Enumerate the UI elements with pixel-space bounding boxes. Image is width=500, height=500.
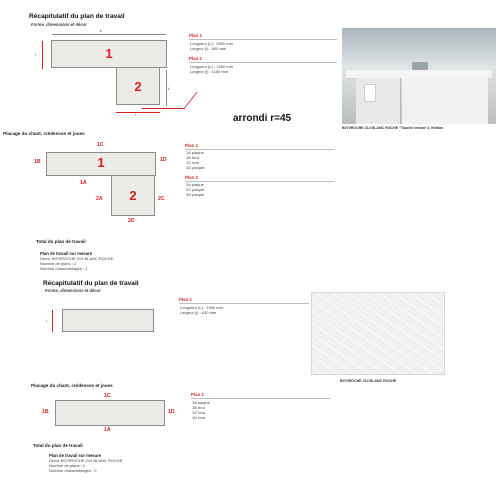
plan1-length: Longueur (L) : 2600 mm bbox=[190, 41, 233, 46]
dim-label-l: l bbox=[35, 52, 36, 57]
dim-label-l3: l bbox=[46, 318, 47, 323]
slab-1-edges-number: 1 bbox=[97, 155, 105, 170]
total2-title: Total du plan de travail bbox=[33, 443, 83, 448]
edge-1C: 1C bbox=[97, 142, 104, 148]
photo-wall bbox=[342, 28, 496, 66]
edge-1B: 1B bbox=[34, 159, 41, 165]
total2-list bbox=[49, 458, 122, 473]
edges1-plan2-rule bbox=[185, 181, 335, 182]
edges1-plan1-rule bbox=[185, 149, 335, 150]
dim-label-l2: l bbox=[135, 112, 136, 117]
dim-line-l2 bbox=[116, 112, 160, 113]
edge2-1D: 1D bbox=[168, 409, 175, 415]
plan2-width: Largeur (l) : 1150 mm bbox=[190, 69, 229, 74]
photo-cabinet-left bbox=[356, 78, 401, 124]
total1-sub: Plan de travail sur mesure bbox=[40, 251, 93, 256]
section2-title: Récapitulatif du plan de travail bbox=[43, 280, 139, 287]
photo-pot bbox=[412, 62, 428, 70]
edges-diagram-1 bbox=[0, 138, 180, 230]
edge-2C: 2C bbox=[158, 196, 165, 202]
total1-list bbox=[40, 256, 113, 271]
edges2-plan1-line: 1B brut bbox=[192, 405, 205, 410]
corner-annotation: arrondi r=45 bbox=[233, 113, 292, 124]
edges2-plan1-line: 1D brut bbox=[192, 415, 206, 420]
edges1-plan1-line: 1C brut bbox=[186, 160, 200, 165]
edges1-plan1-line: 1D plaqué bbox=[186, 165, 205, 170]
edge-1A: 1A bbox=[80, 180, 87, 186]
slab-single bbox=[62, 309, 154, 332]
dim-line-l bbox=[42, 41, 43, 69]
section1-subtitle: Forme, dimensions et décor bbox=[31, 22, 87, 27]
total2-line: Nombre de plans : 1 bbox=[49, 463, 86, 468]
edges1-plan1-heading: Plan 1 bbox=[185, 143, 198, 148]
total1-line: Nombre d'assemblages : 1 bbox=[40, 266, 88, 271]
section2-plan1-heading: Plan 1 bbox=[179, 297, 192, 302]
plan1-width: Largeur (l) : 600 mm bbox=[190, 46, 227, 51]
section2-subtitle: Forme, dimensions et décor bbox=[45, 288, 101, 293]
slab-1-edges bbox=[46, 152, 156, 176]
dim-label-L2: L bbox=[168, 86, 171, 91]
total2-sub: Plan de travail sur mesure bbox=[49, 453, 102, 458]
plan2-length: Longueur (L) : 1550 mm bbox=[190, 64, 233, 69]
total2-line: Nombre d'assemblages : 0 bbox=[49, 468, 97, 473]
total1-line: Nombre de plans : 2 bbox=[40, 261, 77, 266]
edges1-plan2-line: 2D plaqué bbox=[186, 192, 205, 197]
edge-1D: 1D bbox=[160, 157, 167, 163]
total1-title: Total du plan de travail bbox=[36, 239, 86, 244]
edges1-title: Placage du chant, crédences et joues bbox=[3, 131, 85, 136]
photo-towel bbox=[364, 84, 376, 102]
edges2-title: Placage du chant, crédences et joues bbox=[31, 383, 113, 388]
total2-line: Décor B070ROCHE 214 BLANC ROCHE bbox=[49, 458, 123, 463]
slab-single-edges bbox=[55, 400, 165, 426]
edges1-plan2-line: 2A plaqué bbox=[186, 182, 204, 187]
edges2-plan1-heading: Plan 1 bbox=[191, 392, 204, 397]
section2-plan1-length: Longueur (L) : 1550 mm bbox=[180, 305, 223, 310]
edges1-plan2-line: 2C plaqué bbox=[186, 187, 205, 192]
texture-caption: B070ROCHE 214 BLANC ROCHE bbox=[340, 379, 397, 383]
section2-plan1-width: Largeur (l) : 630 mm bbox=[180, 310, 217, 315]
slab-2-edges-number: 2 bbox=[129, 188, 137, 203]
photo-caption: B070ROCHE 214 BLANC ROCHE "Touché texturé 3, finition bbox=[342, 126, 444, 130]
slab-2-edges bbox=[111, 175, 155, 216]
section2-plan1-dims bbox=[180, 305, 223, 315]
plan2-dims bbox=[190, 64, 233, 74]
edge2-1C: 1C bbox=[104, 393, 111, 399]
section1-title: Récapitulatif du plan de travail bbox=[29, 13, 125, 20]
edge2-1A: 1A bbox=[104, 427, 111, 433]
dim-line-L2 bbox=[166, 70, 167, 106]
edge2-1B: 1B bbox=[42, 409, 49, 415]
edges2-plan1-rule bbox=[191, 398, 331, 399]
plan2-heading: Plan 2 bbox=[189, 56, 202, 61]
edges1-plan2-heading: Plan 2 bbox=[185, 175, 198, 180]
edges2-plan1-line: 1A plaqué bbox=[192, 400, 210, 405]
slab-2-number: 2 bbox=[134, 79, 142, 94]
plan1-heading: Plan 1 bbox=[189, 33, 202, 38]
dim-line-L bbox=[52, 34, 166, 35]
edges2-plan1-list bbox=[192, 400, 210, 420]
edges1-plan1-line: 1A plaqué bbox=[186, 150, 204, 155]
texture-sample bbox=[311, 292, 445, 375]
dim-line-l3 bbox=[52, 310, 53, 332]
edge-2A: 2A bbox=[96, 196, 103, 202]
total1-line: Décor B070ROCHE 214 BLANC ROCHE bbox=[40, 256, 114, 261]
slab-1 bbox=[51, 40, 167, 68]
kitchen-photo bbox=[342, 28, 496, 124]
edge-2D: 2D bbox=[128, 218, 135, 224]
slab-1-number: 1 bbox=[105, 46, 113, 61]
dim-label-L: L bbox=[100, 28, 103, 33]
edges1-plan1-line: 1B brut bbox=[186, 155, 199, 160]
section2-plan1-rule bbox=[179, 303, 309, 304]
edges1-plan1-list bbox=[186, 150, 204, 170]
plan1-rule bbox=[189, 39, 337, 40]
photo-cabinet-right bbox=[402, 78, 488, 124]
edges2-plan1-line: 1C brut bbox=[192, 410, 206, 415]
edges1-plan2-list bbox=[186, 182, 204, 197]
plan1-dims bbox=[190, 41, 233, 51]
plan2-rule bbox=[189, 62, 337, 63]
